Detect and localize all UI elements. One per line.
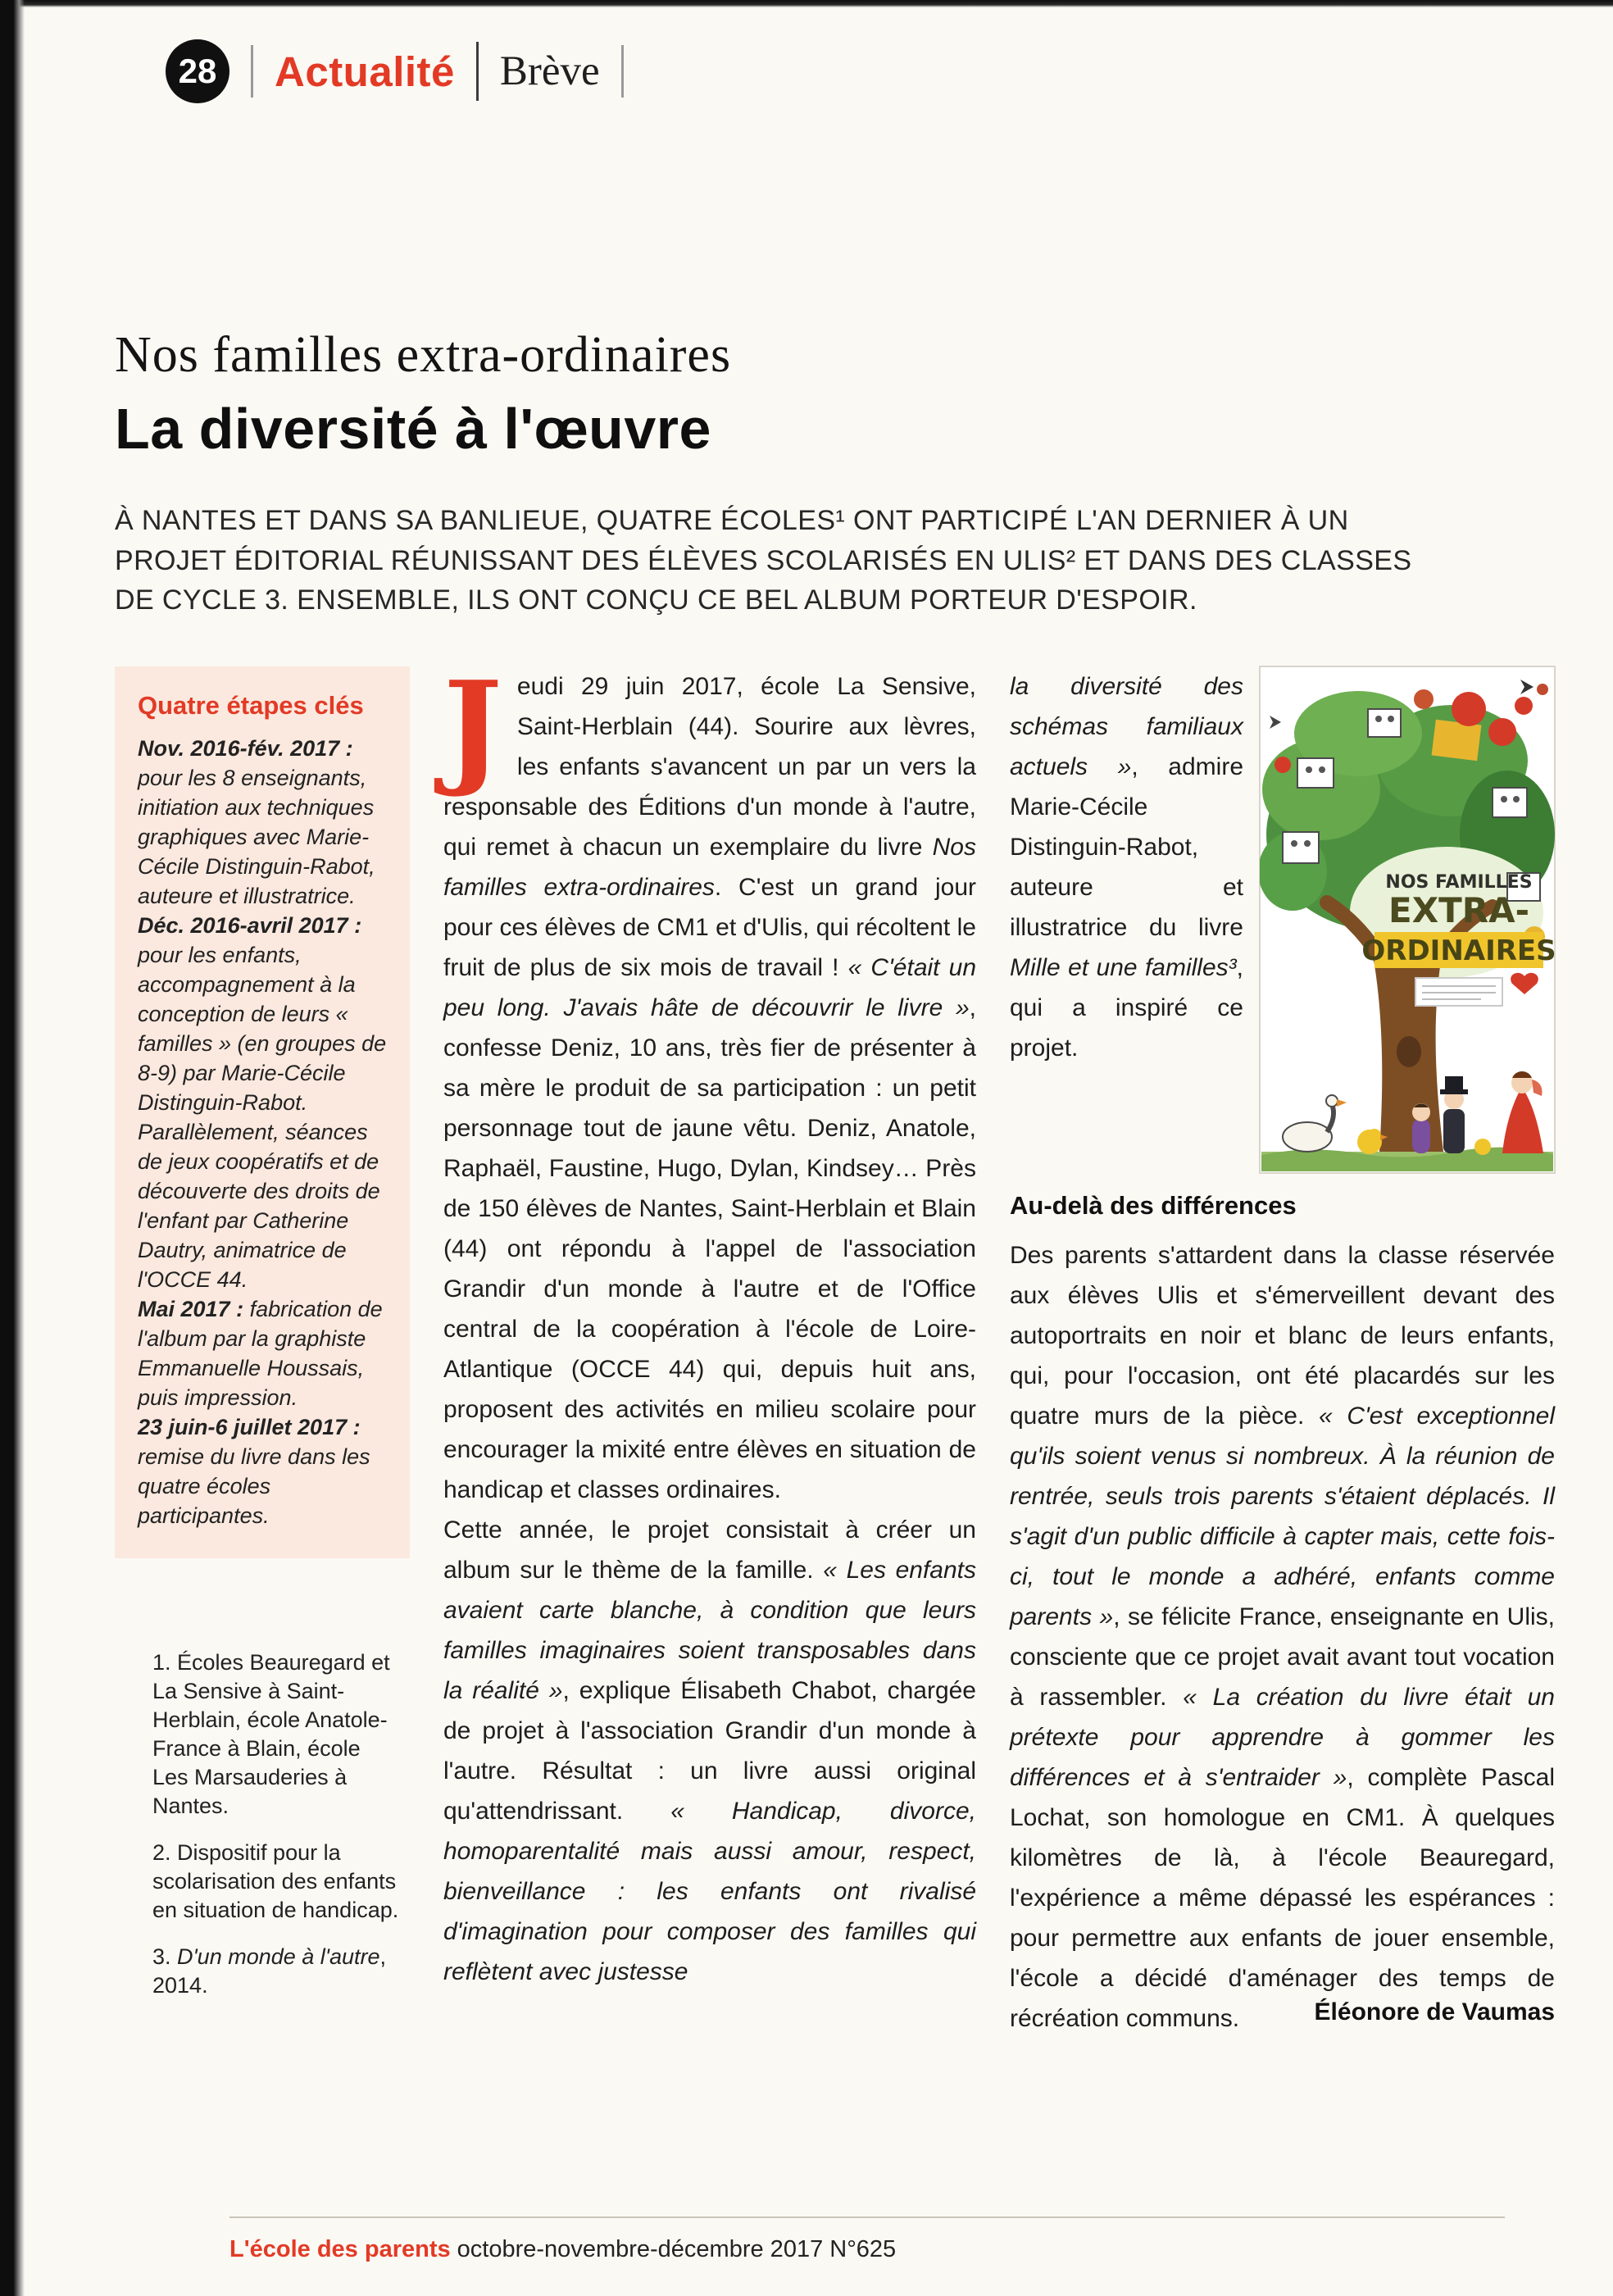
article-columns	[115, 652, 1559, 2032]
issue-info: octobre-novembre-décembre 2017 N°625	[457, 2236, 897, 2262]
purple-child-figure	[1412, 1103, 1430, 1153]
section-label: Actualité	[275, 48, 455, 95]
key-step-text: remise du livre dans les quatre écoles participantes.	[138, 1444, 370, 1528]
paragraph-3: la diversité des schémas familiaux actuels », admire Marie-Cécile Distinguin-Rabot, auteure et illustratrice du livre Mille et une familles³, qui a inspiré ce projet.	[1010, 672, 1244, 1062]
duckling-figure	[1474, 1139, 1491, 1155]
key-step-date: 23 juin-6 juillet 2017 :	[138, 1414, 361, 1439]
cover-credit-card	[1415, 978, 1502, 1006]
page-footer	[229, 2216, 1505, 2263]
cover-title	[1361, 872, 1555, 968]
key-step-date: Nov. 2016-fév. 2017 :	[138, 735, 353, 761]
key-step-date: Mai 2017 :	[138, 1296, 244, 1321]
cover-title-extra: EXTRA-	[1388, 889, 1529, 930]
article-kicker: Nos familles extra-ordinaires	[115, 327, 732, 383]
key-step-1	[138, 734, 387, 911]
key-step-2	[138, 911, 387, 1294]
footnote-1: 1. Écoles Beauregard et La Sensive à Saint-Herblain, école Anatole-France à Blain, école Les Marsauderies à Nantes.	[152, 1649, 390, 1818]
key-step-date: Déc. 2016-avril 2017 :	[138, 912, 362, 938]
article-headline: La diversité à l'œuvre	[115, 397, 711, 461]
crosshead: Au-delà des différences	[1010, 1190, 1297, 1220]
article-body-column-2	[1010, 666, 1556, 2032]
paragraph-2: Cette année, le projet consistait à créer un album sur le thème de la famille. « Les enfants avaient carte blanche, à condition que leurs familles imaginaires soient transposables dans la réalité », explique Élisabeth Chabot, chargée de projet à l'association Grandir d'un monde à l'autre. Résultat : un livre aussi original qu'attendrissant. « Handicap, divorce, homoparentalité mais aussi amour, respect, bienveillance : les enfants ont rivalisé d'imagination pour composer des familles qui reflètent avec justesse	[443, 1516, 977, 1985]
subsection-label: Brève	[499, 48, 600, 94]
page-number-badge	[166, 39, 229, 103]
article-body-column-1	[443, 652, 977, 2026]
key-step-3	[138, 1294, 387, 1412]
footnote-3: 3. D'un monde à l'autre, 2014.	[152, 1944, 387, 1998]
standfirst: À NANTES ET DANS SA BANLIEUE, QUATRE ÉCOLES¹ ONT PARTICIPÉ L'AN DERNIER À UN PROJET ÉDITORIAL RÉUNISSANT DES ÉLÈVES SCOLARISÉS EN ULIS² ET DANS DES CLASSES DE CYCLE 3. ENSEMBLE, ILS ONT CONÇU CE BEL ALBUM PORTEUR D'ESPOIR.	[115, 505, 1412, 616]
cover-title-ordinaires: ORDINAIRES	[1361, 934, 1555, 967]
divider	[251, 45, 253, 98]
book-cover-illustration	[1260, 666, 1555, 1173]
divider	[476, 42, 479, 101]
left-column	[115, 666, 410, 2026]
footnote-2: 2. Dispositif pour la scolarisation des enfants en situation de handicap.	[152, 1839, 399, 1922]
key-step-4	[138, 1412, 387, 1530]
divider	[621, 45, 624, 98]
key-step-text: pour les enfants, accompagnement à la conception de leurs « familles » (en groupes de 8-9) par Marie-Cécile Distinguin-Rabot. Parallèlement, séances de jeux coopératifs et de découverte des droits de l'enfant par Catherine Dautry, animatrice de l'OCCE 44.	[138, 942, 387, 1292]
page-content	[115, 0, 1559, 2262]
magazine-name: L'école des parents	[229, 2236, 451, 2262]
footnotes	[152, 1648, 400, 2000]
key-step-text: pour les 8 enseignants, initiation aux techniques graphiques avec Marie-Cécile Distinguin-Rabot, auteure et illustratrice.	[138, 765, 375, 908]
key-steps-box	[115, 666, 410, 1558]
paragraph-text: eudi 29 juin 2017, école La Sensive, Saint-Herblain (44). Sourire aux lèvres, les enfants s'avancent un par un vers la responsable des Éditions d'un monde à l'autre, qui remet à chacun un exemplaire du livre Nos familles extra-ordinaires. C'est un grand jour pour ces élèves de CM1 et d'Ulis, qui récoltent le fruit de plus de six mois de travail ! « C'était un peu long. J'avais hâte de découvrir le livre », confesse Deniz, 10 ans, très fier de présenter à sa mère le produit de sa participation : un petit personnage tout de jaune vêtu. Deniz, Anatole, Raphaël, Faustine, Hugo, Dylan, Kindsey… Près de 150 élèves de Nantes, Saint-Herblain et Blain (44) ont répondu à l'appel de l'association Grandir d'un monde à l'autre et de l'Office central de la coopération à l'école de Loire-Atlantique (OCCE 44) qui, depuis huit ans, proposent des activités en milieu scolaire pour encourager la mixité entre élèves en situation de handicap et classes ordinaires.	[443, 672, 977, 1503]
scan-edge-left	[0, 0, 25, 2296]
book-cover	[1260, 666, 1555, 1173]
byline: Éléonore de Vaumas	[1314, 1998, 1555, 2025]
cover-title-small: NOS FAMILLES	[1385, 871, 1533, 893]
key-steps-title: Quatre étapes clés	[138, 690, 364, 720]
masthead	[166, 39, 1559, 103]
paragraph-4: Des parents s'attardent dans la classe réservée aux élèves Ulis et s'émerveillent devant des autoportraits en noir et blanc de leurs enfants, qui, pour l'occasion, ont été placardés sur les quatre murs de la pièce. « C'est exceptionnel qu'ils soient venus si nombreux. À la réunion de rentrée, seuls trois parents s'étaient déplacés. Il s'agit d'un public difficile à capter mais, cette fois-ci, tout le monde a adhéré, enfants comme parents », se félicite France, enseignante en Ulis, consciente que ce projet avait avant tout vocation à rassembler. « La création du livre était un prétexte pour apprendre à gommer les différences et à s'entraider », complète Pascal Lochat, son homologue en CM1. À quelques kilomètres de là, à l'école Beauregard, l'expérience a même dépassé les espérances : pour permettre aux enfants de jouer ensemble, l'école a décidé d'aménager des temps de récréation communs.	[1010, 1241, 1556, 2032]
page-number: 28	[178, 52, 217, 90]
key-step-text: fabrication de l'album par la graphiste Emmanuelle Houssais, puis impression.	[138, 1296, 383, 1410]
dropcap: J	[443, 652, 502, 800]
paragraph-1	[443, 652, 977, 1510]
